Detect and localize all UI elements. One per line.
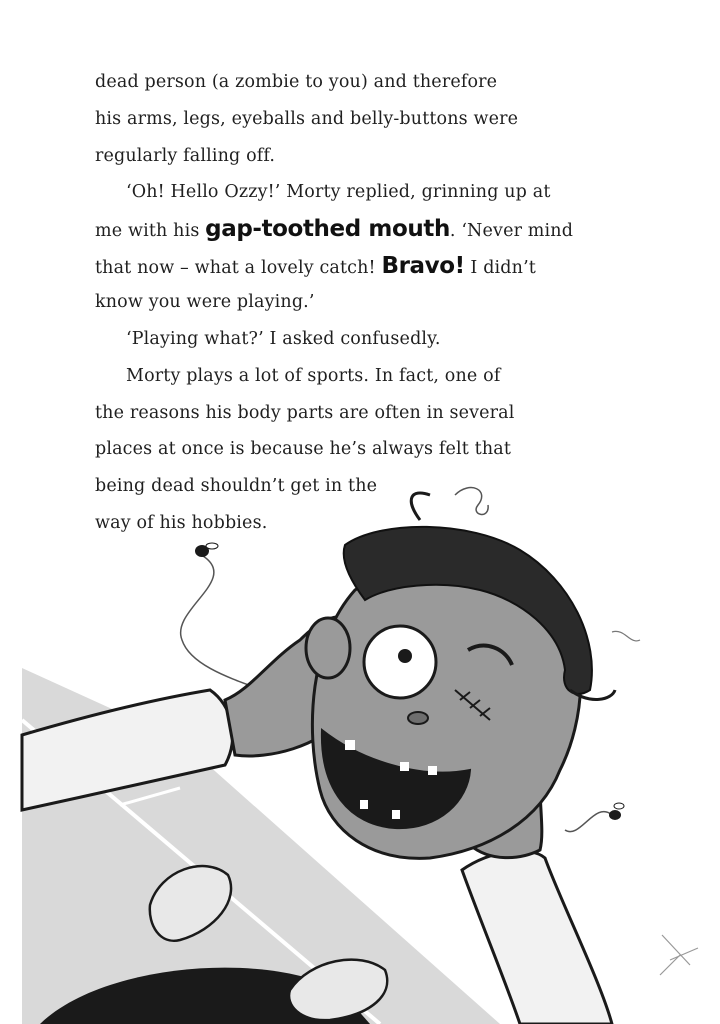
paragraph-start: ‘Playing what?’ I asked confusedly. — [126, 329, 441, 349]
text-line — [95, 217, 573, 243]
text-run: . ‘Never mind — [449, 221, 574, 241]
tooth — [392, 810, 400, 819]
tooth — [428, 766, 437, 775]
pupil — [398, 649, 412, 663]
text-run: that now – what a lovely catch! — [95, 258, 382, 278]
fly-icon — [609, 803, 624, 820]
emphasis-gap-toothed-mouth: gap-toothed mouth — [205, 216, 450, 242]
stink-line — [455, 488, 488, 515]
paragraph-start: ‘Oh! Hello Ozzy!’ Morty replied, grinning up at — [126, 182, 551, 202]
text-line: places at once is because he’s always felt that — [95, 439, 512, 459]
ear — [306, 618, 350, 678]
stink-line — [660, 935, 698, 975]
tooth — [400, 762, 409, 771]
fly-icon — [195, 543, 218, 557]
text-line: the reasons his body parts are often in several — [95, 403, 515, 423]
hair-strand — [411, 493, 430, 520]
text-line: regularly falling off. — [95, 146, 276, 166]
tooth — [345, 740, 355, 750]
emphasis-bravo: Bravo! — [381, 253, 465, 279]
text-line: dead person (a zombie to you) and therefore — [95, 72, 498, 92]
text-run: I didn’t — [464, 258, 536, 278]
right-arm-sleeve — [462, 851, 612, 1024]
text-line: know you were playing.’ — [95, 292, 315, 312]
fly-trail — [565, 812, 612, 832]
text-run: me with his — [95, 221, 206, 241]
text-line: being dead shouldn’t get in the — [95, 476, 378, 496]
text-line — [95, 254, 536, 280]
stink-line — [612, 631, 640, 641]
paragraph-start: Morty plays a lot of sports. In fact, one of — [126, 366, 501, 386]
eye — [364, 626, 436, 698]
text-line: his arms, legs, eyeballs and belly-buttons were — [95, 109, 519, 129]
nose — [408, 712, 428, 724]
text-line: way of his hobbies. — [95, 513, 268, 533]
tooth — [360, 800, 368, 809]
zombie-morty-holding-head-icon — [0, 460, 720, 1024]
